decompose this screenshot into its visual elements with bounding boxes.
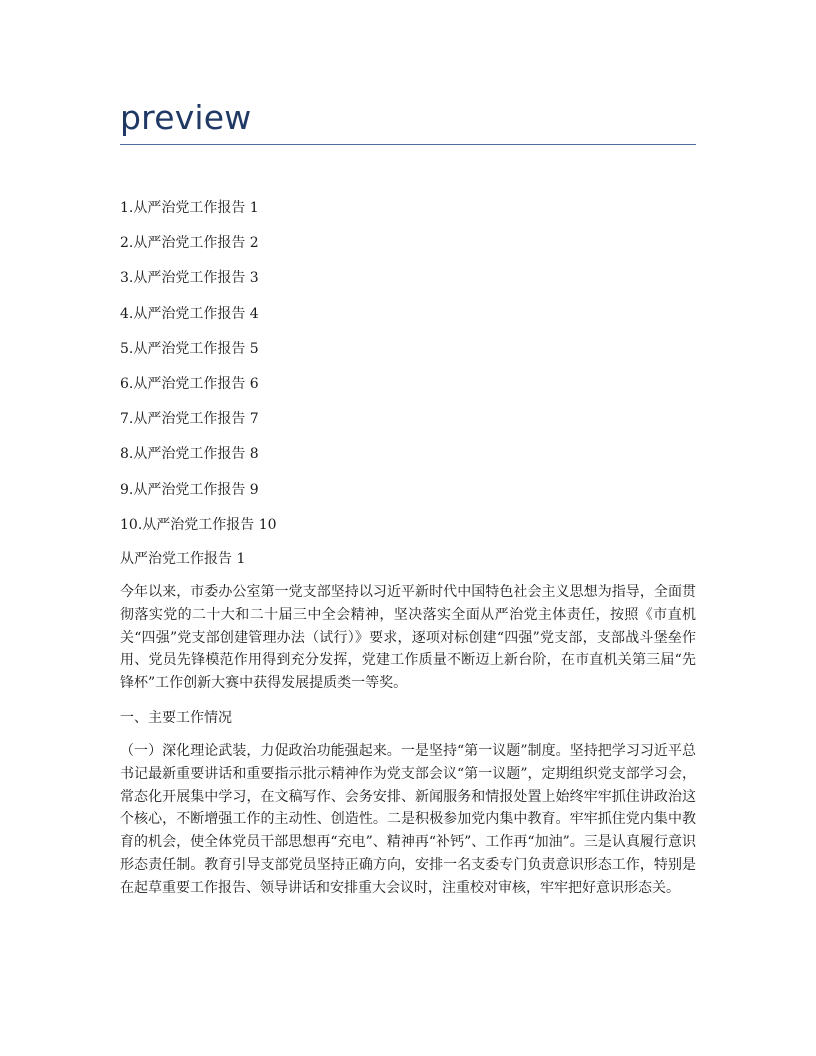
toc-item: 1.从严治党工作报告 1 [120, 200, 259, 216]
toc-item: 8.从严治党工作报告 8 [120, 446, 259, 463]
document-body [120, 550, 696, 914]
toc-item: 6.从严治党工作报告 6 [120, 375, 259, 392]
subheading: 一、主要工作情况 [120, 709, 232, 726]
body-paragraph: （一）深化理论武装，力促政治功能强起来。一是坚持“第一议题”制度。坚持把学习习近平总书记最新重要讲话和重要指示批示精神作为党支部会议“第一议题”，定期组织党支部学习会，常态化开展集中学习，在文稿写作、会务安排、新闻服务和情报处置上始终牢牢抓住讲政治这个核心，不断增强工作的主动性、创造性。二是积极参加党内集中教育。牢牢抓住党内集中教育的机会，使全体党员干部思想再“充电”、精神再“补钙”、工作再“加油”。三是认真履行意识形态责任制。教育引导支部党员坚持正确方向，安排一名支委专门负责意识形态工作，特别是在起草重要工作报告、领导讲话和安排重大会议时，注重校对审核，牢牢把好意识形态关。 [120, 742, 696, 896]
toc-item: 5.从严治党工作报告 5 [120, 340, 259, 357]
toc-item: 10.从严治党工作报告 10 [120, 516, 277, 533]
table-of-contents [120, 199, 696, 551]
section-title: 从严治党工作报告 1 [120, 551, 246, 567]
toc-item: 9.从严治党工作报告 9 [120, 481, 259, 498]
intro-paragraph: 今年以来，市委办公室第一党支部坚持以习近平新时代中国特色社会主义思想为指导，全面贯彻落实党的二十大和二十届三中全会精神，坚决落实全面从严治党主体责任，按照《市直机关“四强”党支部创建管理办法（试行）》要求，逐项对标创建“四强”党支部，支部战斗堡垒作用、党员先锋模范作用得到充分发挥，党建工作质量不断迈上新台阶，在市直机关第三届“先锋杯”工作创新大赛中获得发展提质类一等奖。 [120, 584, 696, 692]
title-divider [120, 144, 696, 145]
toc-item: 3.从严治党工作报告 3 [120, 270, 259, 287]
toc-item: 2.从严治党工作报告 2 [120, 235, 259, 252]
toc-item: 4.从严治党工作报告 4 [120, 305, 259, 322]
document-title: preview [120, 98, 252, 137]
toc-item: 7.从严治党工作报告 7 [120, 411, 259, 428]
